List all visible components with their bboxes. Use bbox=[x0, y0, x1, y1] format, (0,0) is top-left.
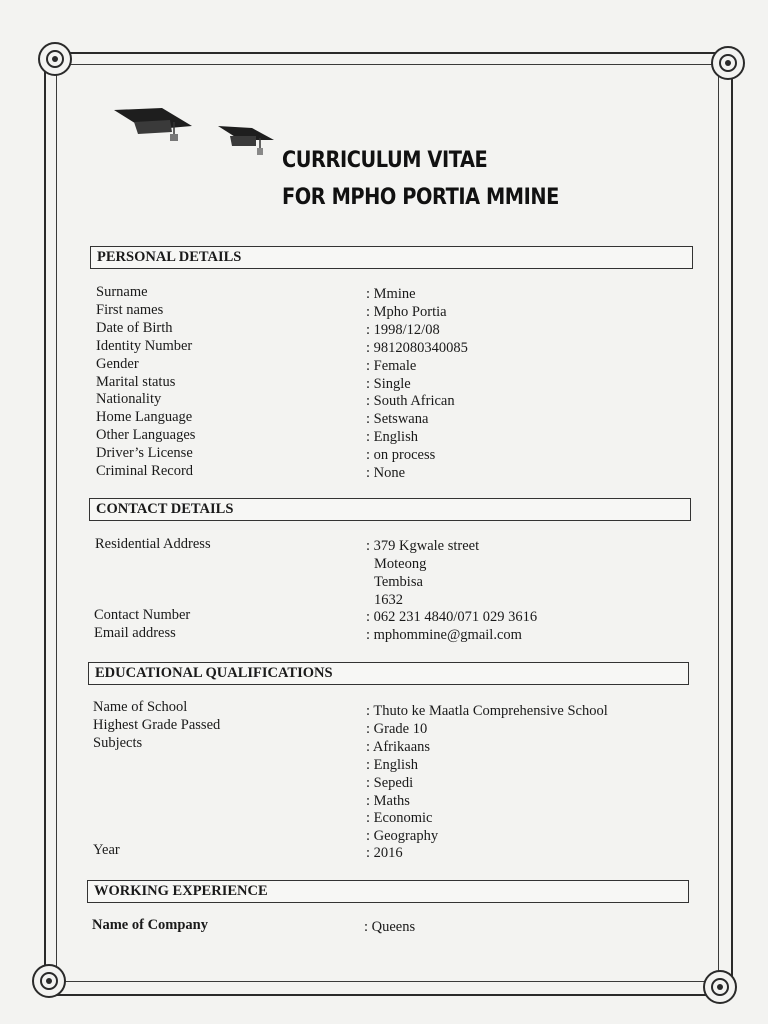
subject-item: : Geography bbox=[366, 828, 439, 845]
section-heading-contact: CONTACT DETAILS bbox=[89, 498, 691, 521]
value-gender: : Female bbox=[366, 357, 417, 374]
value-highest-grade: : Grade 10 bbox=[366, 720, 428, 737]
label-nationality: Nationality bbox=[96, 391, 162, 408]
value-home-language: : Setswana bbox=[366, 411, 429, 428]
address-line: 1632 bbox=[374, 591, 403, 608]
label-residential-address: Residential Address bbox=[95, 536, 211, 552]
value-email-address: : mphommine@gmail.com bbox=[366, 626, 522, 643]
label-first-names: First names bbox=[96, 301, 164, 318]
address-line: Tembisa bbox=[374, 573, 423, 590]
label-gender: Gender bbox=[96, 355, 139, 372]
value-identity-number: : 9812080340085 bbox=[366, 339, 468, 356]
education-values bbox=[366, 703, 608, 846]
corner-ornament-icon bbox=[32, 964, 66, 998]
value-criminal-record: : None bbox=[366, 465, 406, 482]
graduation-cap-icon bbox=[112, 106, 196, 144]
personal-labels bbox=[96, 284, 195, 481]
value-drivers-license: : on process bbox=[366, 447, 436, 464]
label-home-language: Home Language bbox=[96, 409, 193, 426]
education-labels bbox=[93, 699, 220, 753]
subject-item: : Maths bbox=[366, 792, 410, 809]
value-first-names: : Mpho Portia bbox=[366, 303, 447, 320]
label-criminal-record: Criminal Record bbox=[96, 463, 194, 480]
subject-item: : Economic bbox=[366, 810, 433, 827]
value-name-of-school: : Thuto ke Maatla Comprehensive School bbox=[366, 703, 608, 719]
address-line: Moteong bbox=[374, 555, 427, 572]
address-line: : 379 Kgwale street bbox=[366, 538, 480, 554]
value-marital-status: : Single bbox=[366, 375, 411, 392]
corner-ornament-icon bbox=[38, 42, 72, 76]
label-contact-number: Contact Number bbox=[94, 607, 191, 623]
section-heading-education: EDUCATIONAL QUALIFICATIONS bbox=[88, 662, 689, 685]
section-heading-work: WORKING EXPERIENCE bbox=[87, 880, 689, 903]
value-contact-number: : 062 231 4840/071 029 3616 bbox=[366, 609, 538, 625]
contact-labels bbox=[94, 607, 190, 643]
corner-ornament-icon bbox=[703, 970, 737, 1004]
subject-item: : English bbox=[366, 756, 418, 773]
label-email-address: Email address bbox=[94, 624, 176, 641]
label-highest-grade: Highest Grade Passed bbox=[93, 716, 221, 733]
label-year: Year bbox=[93, 842, 120, 858]
subject-item: : Sepedi bbox=[366, 774, 414, 791]
label-subjects: Subjects bbox=[93, 734, 143, 751]
title-line-1: CURRICULUM VITAE bbox=[282, 148, 488, 173]
document-title bbox=[282, 142, 559, 216]
label-name-of-company: Name of Company bbox=[92, 917, 208, 933]
subject-item: : Afrikaans bbox=[366, 738, 431, 755]
contact-values bbox=[366, 609, 537, 645]
value-name-of-company: : Queens bbox=[364, 919, 416, 935]
graduation-cap-icon bbox=[216, 124, 276, 158]
title-line-2: FOR MPHO PORTIA MMINE bbox=[282, 185, 559, 210]
value-date-of-birth: : 1998/12/08 bbox=[366, 321, 440, 338]
label-marital-status: Marital status bbox=[96, 373, 176, 390]
value-year: : 2016 bbox=[366, 845, 403, 861]
value-residential-address bbox=[366, 538, 479, 610]
label-date-of-birth: Date of Birth bbox=[96, 319, 173, 336]
label-surname: Surname bbox=[96, 284, 148, 300]
label-identity-number: Identity Number bbox=[96, 337, 193, 354]
corner-ornament-icon bbox=[711, 46, 745, 80]
label-drivers-license: Driver’s License bbox=[96, 445, 193, 462]
section-heading-personal: PERSONAL DETAILS bbox=[90, 246, 693, 269]
value-other-languages: : English bbox=[366, 429, 418, 446]
value-surname: : Mmine bbox=[366, 286, 416, 302]
value-nationality: : South African bbox=[366, 393, 455, 410]
label-other-languages: Other Languages bbox=[96, 427, 196, 444]
personal-values bbox=[366, 286, 468, 483]
label-name-of-school: Name of School bbox=[93, 699, 188, 715]
